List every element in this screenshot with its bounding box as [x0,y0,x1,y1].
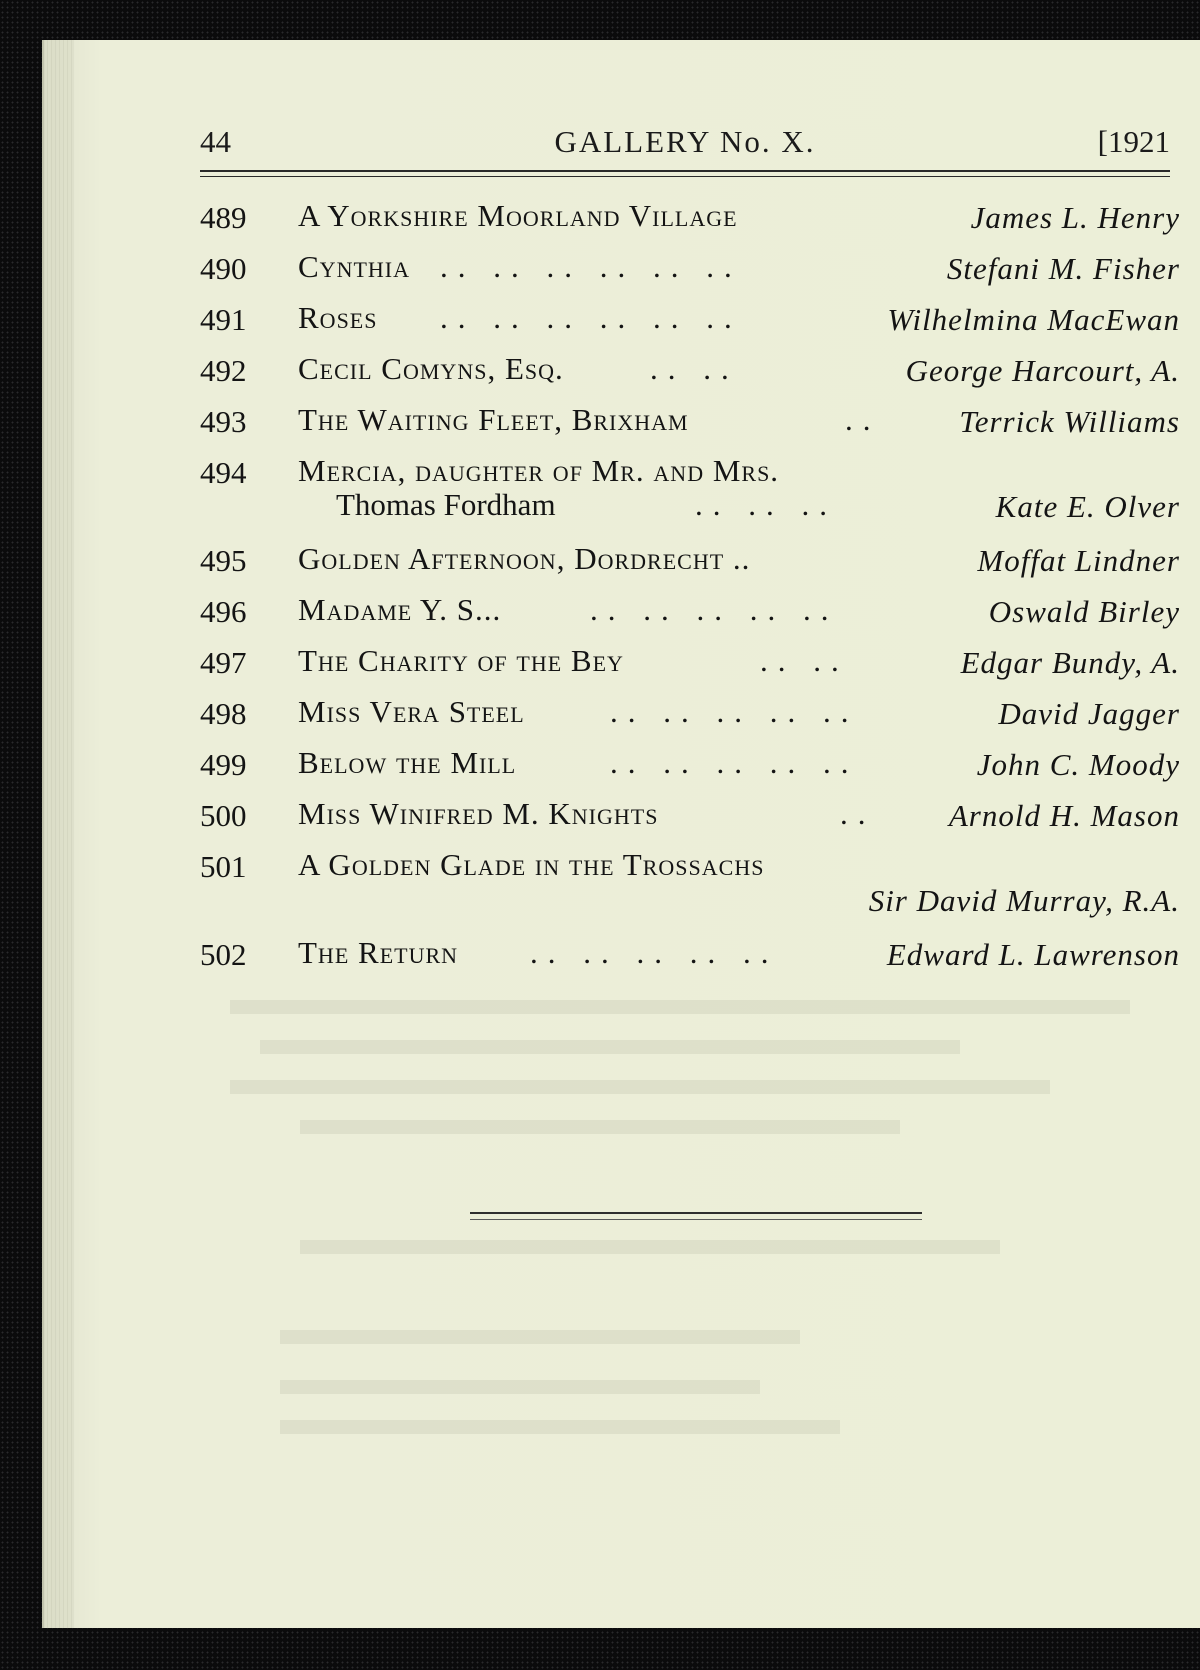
end-rule [470,1212,922,1220]
entry-title: Below the Mill [298,745,517,780]
entry-number: 490 [200,251,247,286]
dot-leaders: .. .. .. .. .. [590,592,839,627]
entry-number: 494 [200,455,247,490]
entry-title: The Charity of the Bey [298,643,624,678]
catalogue-entry [200,533,1180,584]
dot-leaders: .. .. .. [695,487,837,522]
gallery-title: GALLERY No. X. [554,124,816,159]
dot-leaders: .. [845,402,881,437]
entry-title: Mercia, daughter of Mr. and Mrs. [298,453,780,488]
show-through-text [280,1330,800,1344]
entry-artist: James L. Henry [970,200,1180,235]
show-through-text [230,1080,1050,1094]
entry-title: Golden Afternoon, Dordrecht .. [298,541,751,576]
entry-title: A Golden Glade in the Trossachs [298,847,765,882]
entry-artist: David Jagger [998,696,1180,731]
catalogue-entry [200,445,1180,533]
entry-number: 492 [200,353,247,388]
entry-number: 495 [200,543,247,578]
entry-number: 491 [200,302,247,337]
entry-number: 502 [200,937,247,972]
catalogue-entry [200,737,1180,788]
entry-number: 500 [200,798,247,833]
entry-artist: Oswald Birley [988,594,1180,629]
header-rule-thin [200,176,1170,177]
entry-title: Cynthia [298,249,410,284]
entry-number: 498 [200,696,247,731]
entry-title-continued: Thomas Fordham [336,487,556,522]
entry-title: A Yorkshire Moorland Village [298,198,738,233]
page-edge [42,40,74,1628]
catalogue-entry [200,292,1180,343]
entry-artist: Wilhelmina MacEwan [887,302,1180,337]
show-through-text [230,1000,1130,1014]
catalogue-entry [200,584,1180,635]
dot-leaders: .. .. .. .. .. [530,935,779,970]
entry-title: Roses [298,300,378,335]
page-number: 44 [200,124,231,159]
entry-artist: Terrick Williams [959,404,1180,439]
entry-artist: Arnold H. Mason [948,798,1180,833]
catalogue-entry [200,686,1180,737]
dot-leaders: .. .. .. .. .. [610,745,859,780]
entry-artist: Edward L. Lawrenson [886,937,1180,972]
show-through-text [280,1380,760,1394]
dot-leaders: .. .. [650,351,739,386]
entry-artist: Sir David Murray, R.A. [868,883,1180,918]
catalogue-entry [200,927,1180,978]
entry-number: 489 [200,200,247,235]
dot-leaders: .. .. .. .. .. .. [440,300,742,335]
show-through-text [300,1240,1000,1254]
show-through-text [260,1040,960,1054]
header-rule [200,170,1170,172]
entry-title: Miss Vera Steel [298,694,525,729]
catalogue-entry [200,394,1180,445]
catalogue-entry [200,343,1180,394]
entry-title: The Waiting Fleet, Brixham [298,402,689,437]
entry-title: Madame Y. S... [298,592,502,627]
entry-artist: John C. Moody [976,747,1180,782]
entry-artist: Kate E. Olver [995,489,1180,524]
entry-artist: Moffat Lindner [977,543,1180,578]
catalogue-entry [200,635,1180,686]
entry-title: Miss Winifred M. Knights [298,796,659,831]
entry-title: The Return [298,935,459,970]
entry-number: 499 [200,747,247,782]
year-marker: [1921 [1097,124,1170,159]
show-through-text [280,1420,840,1434]
entry-number: 497 [200,645,247,680]
entry-artist: Stefani M. Fisher [946,251,1180,286]
entry-number: 501 [200,849,247,884]
catalogue-entry [200,190,1180,241]
page-header [200,118,1170,162]
entry-number: 496 [200,594,247,629]
entry-number: 493 [200,404,247,439]
dot-leaders: .. .. .. .. .. .. [440,249,742,284]
entry-title: Cecil Comyns, Esq. [298,351,564,386]
catalogue-entry [200,241,1180,292]
show-through-text [300,1120,900,1134]
catalogue-entry [200,788,1180,839]
catalogue-list [200,190,1180,978]
dot-leaders: .. .. [760,643,849,678]
catalogue-entry [200,839,1180,927]
dot-leaders: .. .. .. .. .. [610,694,859,729]
entry-artist: George Harcourt, A. [905,353,1180,388]
dot-leaders: .. [840,796,876,831]
entry-artist: Edgar Bundy, A. [960,645,1180,680]
